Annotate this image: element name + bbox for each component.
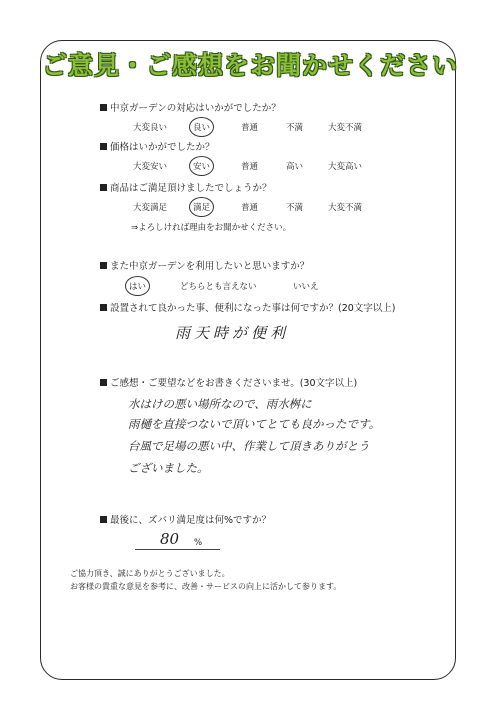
question-5-text: 設置されて良かった事、便利になった事は何ですか？(20文字以上) (110, 303, 396, 314)
q2-option-1[interactable]: 大変安い (133, 162, 168, 172)
q3-option-3[interactable]: 普通 (241, 203, 259, 213)
q3-option-4[interactable]: 不満 (286, 203, 304, 213)
q2-option-3[interactable]: 普通 (241, 162, 259, 172)
q2-option-5[interactable]: 大変高い (328, 162, 363, 172)
question-3-text: 商品はご満足頂けましたでしょうか？ (110, 183, 272, 194)
question-6-answer-line-4: ございました。 (128, 461, 209, 475)
bullet-square-icon (100, 184, 107, 191)
question-5-handwritten-answer: 雨天時が便利 (175, 324, 290, 342)
question-6-text: ご感想・ご要望などをお書きくださいませ。(30文字以上) (110, 378, 358, 389)
q4-option-1-selected[interactable]: はい (129, 282, 147, 292)
question-6 (100, 375, 357, 389)
q3-option-1[interactable]: 大変満足 (133, 203, 168, 213)
q2-option-4[interactable]: 高い (286, 162, 304, 172)
q1-option-1[interactable]: 大変良い (133, 123, 168, 133)
question-7-text: 最後に、ズバリ満足度は何%ですか？ (110, 515, 272, 526)
question-2 (100, 139, 215, 153)
survey-title: ご意見・ご感想をお聞かせください (41, 51, 458, 80)
question-6-answer-line-2: 雨樋を直接つないで頂いてとても良かったです。 (128, 417, 381, 431)
q1-option-3[interactable]: 普通 (241, 123, 259, 133)
q1-option-5[interactable]: 大変不満 (328, 123, 363, 133)
bullet-square-icon (100, 516, 107, 523)
footer-note: お客様の貴重な意見を参考に、改善・サービスの向上に活かして参ります。 (70, 582, 342, 591)
question-4 (100, 258, 309, 272)
question-6-answer-line-1: 水はけの悪い場所なので、雨水桝に (128, 397, 312, 411)
footer-thanks: ご協力頂き、誠にありがとうございました。 (70, 569, 230, 578)
q1-option-4[interactable]: 不満 (286, 123, 304, 133)
question-2-text: 価格はいかがでしたか？ (110, 142, 215, 153)
question-6-answer-line-3: 台風で足場の悪い中、作業して頂きありがとう (128, 439, 370, 453)
bullet-square-icon (100, 262, 107, 269)
question-7-handwritten-answer: 80 (160, 530, 180, 548)
q4-option-2[interactable]: どちらとも言えない (180, 282, 257, 292)
question-3-reason-prompt: ⇒よろしければ理由をお聞かせください。 (131, 223, 292, 233)
question-3 (100, 180, 272, 194)
answer-underline (135, 549, 220, 550)
question-5 (100, 300, 396, 314)
q2-option-2-selected[interactable]: 安い (193, 162, 211, 172)
q3-option-5[interactable]: 大変不満 (328, 203, 363, 213)
q1-option-2-selected[interactable]: 良い (193, 123, 211, 133)
bullet-square-icon (100, 104, 107, 111)
q4-option-3[interactable]: いいえ (293, 282, 319, 292)
question-4-text: また中京ガーデンを利用したいと思いますか？ (110, 261, 310, 272)
q3-option-2-selected[interactable]: 満足 (193, 203, 211, 213)
question-1-text: 中京ガーデンの対応はいかがでしたか？ (110, 103, 281, 114)
bullet-square-icon (100, 304, 107, 311)
question-7 (100, 512, 271, 526)
bullet-square-icon (100, 143, 107, 150)
percent-unit: % (194, 538, 203, 548)
bullet-square-icon (100, 379, 107, 386)
question-1 (100, 100, 281, 114)
